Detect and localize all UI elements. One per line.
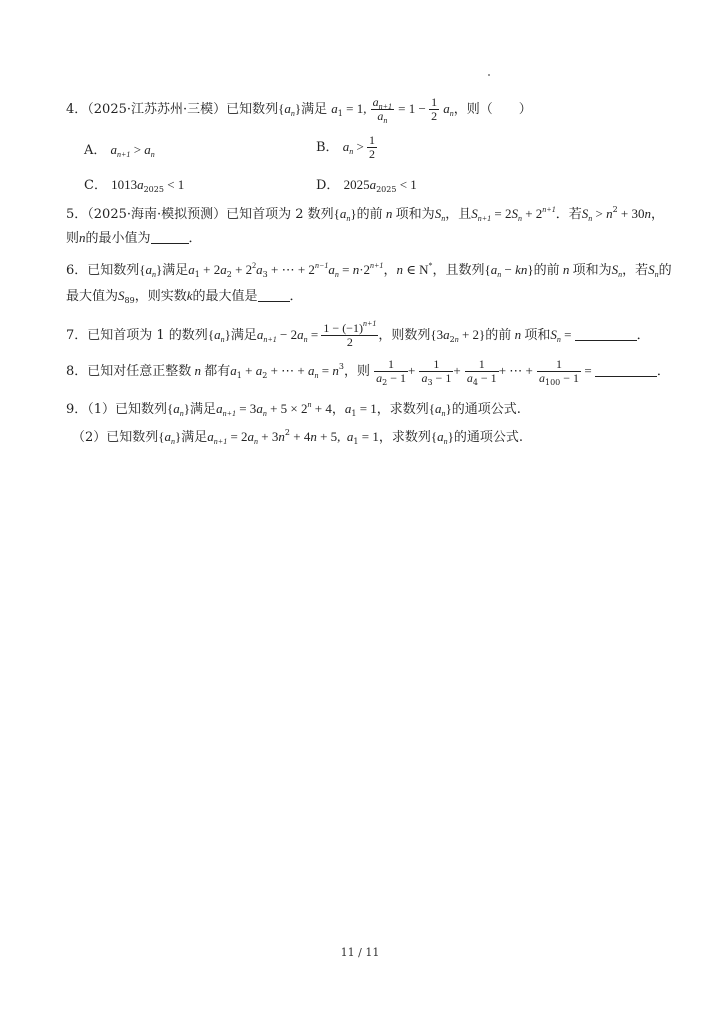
question-9-part-1: 9．（1）已知数列$\{a_n\}$满足$a_{n+1} = 3a_n + 5 \times 2^n + 4$，$a_1 = 1$，求数列$\{a_n\}$的通项公式. — [66, 400, 521, 418]
q7-fraction: $\frac{1 - (-1)^{n+1}}{2}$ — [323, 319, 377, 349]
q7-answer-blank[interactable] — [575, 328, 637, 341]
q5-answer-blank[interactable] — [151, 231, 189, 244]
question-8: 8．已知对任意正整数 n 都有$a_1 + a_2$ + ⋯ + $a_n = n^3$，则 $\frac{1}{a_2 - 1}$ + $\frac{1}{a_3 - 1}$ + $\frac{1}{a_4 - 1}$ + ⋯ + $\frac{1}{a_{100} - 1}$ = ． — [66, 357, 670, 387]
q4-suffix: ，则（ ） — [453, 102, 532, 117]
option-a: A． $a_{n+1} > a_n$ — [84, 142, 155, 159]
q4-fraction-half: $\frac{1}{2}$ — [431, 95, 438, 123]
q6-answer-blank[interactable] — [258, 289, 290, 302]
page-number: 11 / 11 — [340, 946, 380, 959]
q4-prefix: 4．（2025·江苏苏州·三模）已知数列 — [66, 102, 279, 117]
option-b: B． $a_n$ > $\frac{1}{2}$ — [316, 133, 376, 161]
question-9-part-2: （2）已知数列$\{a_n\}$满足$a_{n+1} = 2a_n + 3n^2 + 4n + 5$, $a_1 = 1$，求数列$\{a_n\}$的通项公式. — [72, 428, 524, 446]
q4-fraction-ratio: $\frac{a_{n+1}}{a_n}$ — [372, 95, 393, 125]
question-6-line-2: 最大值为$S_{89}$，则实数k的最大值是 ． — [66, 288, 303, 305]
question-5-line-1: 5．（2025·海南·模拟预测）已知首项为 2 数列$\{a_n\}$的前 n 项和为$S_n$，且$S_{n+1} = 2S_n + 2^{n+1}$．若$S_n > n^2 + 30n$， — [66, 205, 665, 223]
question-7: 7．已知首项为 1 的数列$\{a_n\}$满足$a_{n+1} - 2a_n$ = $\frac{1 - (-1)^{n+1}}{2}$ ，则数列$\{3a_{2n} + 2\}$的前 n 项和$S_n$ = ． — [66, 319, 650, 349]
option-c: C． $1013a_{2025} < 1$ — [84, 177, 185, 194]
question-6-line-1: 6．已知数列$\{a_n\}$满足$a_1 + 2a_2 + 2^2a_3$ + ⋯ + $2^{n-1}a_n = n\cdot 2^{n+1}$，n ∈ N*，且数列$\{a_n - kn\}$的前 n 项和为$S_n$，若$S_n$的 — [66, 261, 672, 279]
scan-speck — [488, 74, 490, 76]
q8-answer-blank[interactable] — [595, 364, 657, 377]
question-4-stem: 4．（2025·江苏苏州·三模）已知数列$\{a_n\}$满足 $a_1 = 1$, $\frac{a_{n+1}}{a_n}$ = 1 − $\frac{1}{2}$ $a_n$，则（ ） — [66, 95, 532, 125]
q4-satisfies: 满足 — [301, 102, 328, 117]
option-d: D． $2025a_{2025} < 1$ — [316, 177, 417, 194]
question-5-line-2: 则n的最小值为 ． — [66, 230, 202, 246]
